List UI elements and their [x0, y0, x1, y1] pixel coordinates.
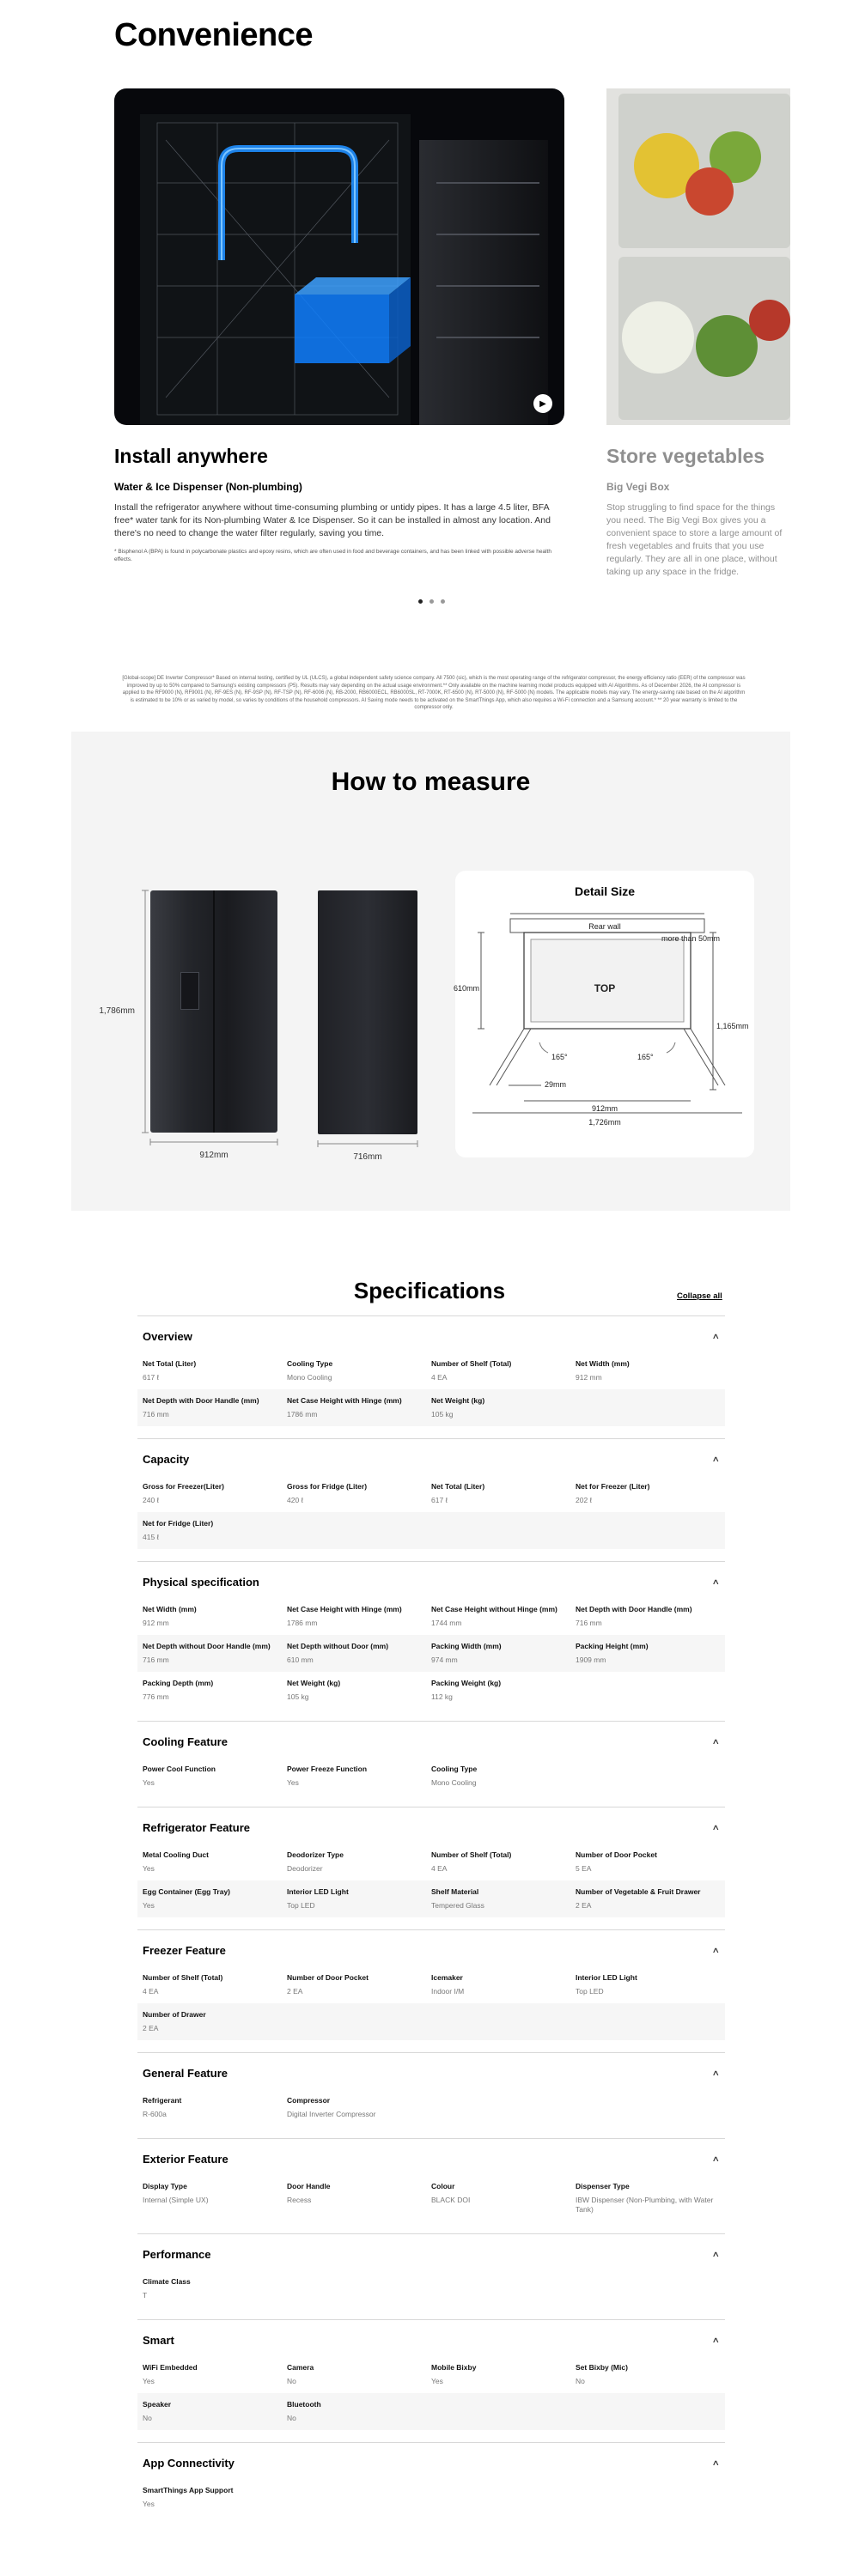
spec-label: Net Case Height with Hinge (mm): [287, 1396, 402, 1405]
spec-row: [137, 2003, 725, 2040]
spec-label: Net for Freezer (Liter): [576, 1482, 650, 1491]
spec-label: Camera: [287, 2363, 314, 2372]
spec-item: [143, 2363, 287, 2386]
spec-value: Tempered Glass: [431, 1901, 484, 1910]
spec-value: No: [287, 2414, 296, 2422]
spec-item: [143, 2010, 287, 2033]
spec-label: Egg Container (Egg Tray): [143, 1887, 231, 1896]
chevron-up-icon[interactable]: ∧: [711, 1822, 720, 1832]
spec-value: 4 EA: [431, 1864, 448, 1873]
spec-value: T: [143, 2291, 148, 2300]
spec-label: Cooling Type: [431, 1765, 478, 1773]
detail-size-diagram: [455, 871, 754, 1157]
spec-label: Net Weight (kg): [431, 1396, 485, 1405]
spec-label: Net Width (mm): [143, 1605, 197, 1613]
install-anywhere-heading: Install anywhere: [114, 445, 268, 467]
spec-value: IBW Dispenser (Non-Plumbing, with Water Tank): [576, 2196, 714, 2214]
spec-value: 912 mm: [143, 1619, 169, 1627]
spec-item: [431, 1887, 576, 1911]
chevron-up-icon[interactable]: ∧: [711, 1736, 720, 1746]
spec-label: Number of Shelf (Total): [431, 1850, 512, 1859]
spec-label: Packing Weight (kg): [431, 1679, 502, 1687]
spec-section: [137, 1315, 725, 1438]
fridge-side-view: [318, 890, 417, 1134]
spec-item: [143, 1605, 287, 1628]
spec-label: WiFi Embedded: [143, 2363, 198, 2372]
spec-label: Power Freeze Function: [287, 1765, 368, 1773]
spec-value: 105 kg: [431, 1410, 454, 1419]
spec-value: Internal (Simple UX): [143, 2196, 209, 2204]
depth-610-label: 610mm: [454, 984, 480, 993]
spec-label: Compressor: [287, 2096, 331, 2105]
spec-value: Yes: [143, 1778, 155, 1787]
spec-label: Display Type: [143, 2182, 187, 2190]
spec-label: Interior LED Light: [576, 1973, 637, 1982]
detail-size-title: Detail Size: [574, 884, 636, 898]
spec-value: 974 mm: [431, 1656, 458, 1664]
play-icon[interactable]: ▶: [533, 394, 552, 413]
store-vegetables-heading: Store vegetables: [606, 445, 765, 467]
chevron-up-icon[interactable]: ∧: [711, 2458, 720, 2467]
spec-value: 5 EA: [576, 1864, 592, 1873]
spec-item: [431, 2182, 576, 2215]
spec-value: Yes: [143, 1901, 155, 1910]
spec-section-title: Smart: [143, 2333, 174, 2347]
spec-value: 716 mm: [576, 1619, 602, 1627]
spec-value: 617 ℓ: [431, 1496, 448, 1504]
spec-section-header[interactable]: [137, 1328, 725, 1344]
carousel-pagination: [418, 599, 445, 604]
width-1726-label: 1,726mm: [588, 1118, 621, 1127]
spec-row: [137, 1966, 725, 2003]
spec-item: [143, 1642, 287, 1665]
spec-label: Climate Class: [143, 2277, 191, 2286]
spec-section-title: General Feature: [143, 2066, 228, 2080]
spec-label: SmartThings App Support: [143, 2486, 234, 2494]
store-vegetables-subheading: Big Vegi Box: [606, 481, 670, 493]
spec-item: [431, 1642, 576, 1665]
spec-value: Mono Cooling: [287, 1373, 332, 1382]
spec-label: Number of Shelf (Total): [431, 1359, 512, 1368]
spec-label: Speaker: [143, 2400, 172, 2409]
spec-row: [137, 1844, 725, 1880]
spec-item: [431, 1605, 576, 1628]
spec-item: [143, 1679, 287, 1702]
specifications-title: Specifications: [353, 1278, 506, 1303]
width-label: 912mm: [199, 1151, 228, 1160]
spec-item: [287, 2363, 431, 2386]
spec-section: [137, 2319, 725, 2442]
spec-label: Refrigerant: [143, 2096, 182, 2105]
spec-item: [143, 1519, 287, 1542]
spec-value: 2 EA: [143, 2024, 159, 2032]
spec-label: Net Depth with Door Handle (mm): [143, 1396, 259, 1405]
spec-label: Number of Drawer: [143, 2010, 206, 2019]
spec-value: 4 EA: [431, 1373, 448, 1382]
clearance-label: more than 50mm: [661, 934, 721, 943]
spec-label: Net Depth without Door (mm): [287, 1642, 389, 1650]
spec-section-title: Freezer Feature: [143, 1943, 226, 1957]
spec-item: [287, 1887, 431, 1911]
spec-item: [143, 1850, 287, 1874]
spec-label: Packing Width (mm): [431, 1642, 502, 1650]
spec-row: [137, 1512, 725, 1549]
spec-item: [431, 1973, 576, 1996]
spec-value: 1744 mm: [431, 1619, 462, 1627]
collapse-all-link[interactable]: Collapse all: [677, 1291, 722, 1301]
spec-row: [137, 2393, 725, 2430]
spec-value: 610 mm: [287, 1656, 314, 1664]
spec-label: Number of Door Pocket: [287, 1973, 369, 1982]
spec-row: [137, 2356, 725, 2393]
spec-label: Net for Fridge (Liter): [143, 1519, 214, 1528]
spec-value: Yes: [143, 2377, 155, 2385]
legal-disclaimer: [Global-scope] DE Inverter Compressor* Based on internal testing, certified by UL (ULCS), a global independent safety science company. All 7500 (sic), which is the most operating range of the refrigerator compressor, the energy efficiency ratio (EER) of the compressor was improved by up to 50% compared to Samsung's existing compressors (P5). Results may vary depending on the actual usage environment.** Only available on the machine learning model products equipped with AI Algorithms. As of December 2026, the AI compressor is applied to the RF9000 (N), RF9001 (N), RF-9ES (N), RF-9SP (N), RF-TSP (N), RF-6006 (N), RB-2000, RB6000ECL, RB6000SL, RT-7000K, RT-6500 (N), RT-5000 (N), RF-5000 (N) models. The applicable models may vary. The energy-saving rate based on the AI algorithm is estimated to be 10% or as varied by model, so varies by conditions of the household compressors. AI Saving mode needs to be activated on the SmartThings App, which also requires a Wi-Fi connection and a Samsung account.* ** 20 year warranty is limited to the compressor only.: [122, 676, 746, 710]
spec-item: [143, 1973, 287, 1996]
carousel-dot-3[interactable]: [441, 599, 445, 604]
spec-label: Dispenser Type: [576, 2182, 630, 2190]
spec-section-title: Exterior Feature: [143, 2152, 228, 2166]
spec-item: [576, 1605, 720, 1628]
spec-label: Colour: [431, 2182, 455, 2190]
spec-section: [137, 1438, 725, 1561]
spec-section: [137, 2233, 725, 2319]
spec-item: [287, 1679, 431, 1702]
carousel-dot-1[interactable]: [418, 599, 423, 604]
chevron-up-icon[interactable]: ∧: [711, 1577, 720, 1586]
spec-label: Door Handle: [287, 2182, 331, 2190]
spec-label: Cooling Type: [287, 1359, 333, 1368]
spec-value: BLACK DOI: [431, 2196, 471, 2204]
spec-label: Net Depth with Door Handle (mm): [576, 1605, 692, 1613]
spec-item: [143, 2277, 287, 2300]
spec-section-header[interactable]: [137, 1451, 725, 1467]
spec-value: 202 ℓ: [576, 1496, 593, 1504]
how-to-measure-section: [71, 732, 790, 1211]
install-anywhere-body: Install the refrigerator anywhere without time-consuming plumbing or untidy pipes. It has a large 4.5 liter, BFA free* water tank for its Non-plumbing Water & Ice Dispenser. So it can be installed in almost any location. And there's no need to change the water filter regularly, saving you time.: [114, 502, 551, 538]
spec-section: [137, 2052, 725, 2138]
spec-label: Power Cool Function: [143, 1765, 216, 1773]
chevron-up-icon[interactable]: ∧: [711, 1945, 720, 1954]
carousel-dot-2[interactable]: [430, 599, 434, 604]
spec-item: [576, 1850, 720, 1874]
spec-value: 1909 mm: [576, 1656, 606, 1664]
spec-item: [576, 1359, 720, 1382]
spec-section-header[interactable]: [137, 2332, 725, 2348]
spec-row: [137, 2089, 725, 2126]
spec-section-header[interactable]: [137, 2151, 725, 2166]
chevron-up-icon[interactable]: ∧: [711, 2154, 720, 2163]
spec-section: [137, 1929, 725, 2052]
chevron-up-icon[interactable]: ∧: [711, 2335, 720, 2344]
spec-value: 912 mm: [576, 1373, 602, 1382]
spec-value: Yes: [287, 1778, 299, 1787]
spec-label: Mobile Bixby: [431, 2363, 477, 2372]
spec-section-header[interactable]: [137, 2065, 725, 2081]
spec-label: Set Bixby (Mic): [576, 2363, 628, 2372]
spec-row: [137, 1475, 725, 1512]
spec-section-title: Cooling Feature: [143, 1735, 228, 1748]
spec-value: 1786 mm: [287, 1619, 318, 1627]
spec-item: [287, 1482, 431, 1505]
spec-label: Net Depth without Door Handle (mm): [143, 1642, 271, 1650]
spec-section-header[interactable]: [137, 1942, 725, 1958]
spec-label: Number of Door Pocket: [576, 1850, 657, 1859]
top-label: TOP: [594, 982, 616, 994]
spec-section-header[interactable]: [137, 2246, 725, 2262]
spec-section: [137, 2138, 725, 2233]
spec-value: 112 kg: [431, 1692, 453, 1701]
spec-item: [143, 2486, 287, 2509]
spec-row: [137, 1635, 725, 1672]
spec-item: [431, 1482, 576, 1505]
spec-item: [576, 1887, 720, 1911]
spec-item: [143, 2096, 287, 2119]
spec-item: [431, 1359, 576, 1382]
spec-section-title: Overview: [143, 1329, 192, 1343]
spec-section-title: Performance: [143, 2247, 211, 2261]
gap-label: 29mm: [545, 1080, 567, 1089]
spec-value: 716 mm: [143, 1410, 169, 1419]
spec-item: [576, 2363, 720, 2386]
spec-item: [287, 1359, 431, 1382]
spec-item: [431, 1765, 576, 1788]
height-label: 1,786mm: [99, 1006, 135, 1016]
spec-label: Shelf Material: [431, 1887, 479, 1896]
spec-section-header[interactable]: [137, 1734, 725, 1749]
depth-1165-label: 1,165mm: [716, 1022, 749, 1030]
spec-value: Yes: [431, 2377, 443, 2385]
vegetable-drawer-illustration: [606, 88, 790, 425]
spec-value: 420 ℓ: [287, 1496, 304, 1504]
spec-item: [143, 2400, 287, 2423]
spec-label: Net Case Height with Hinge (mm): [287, 1605, 402, 1613]
spec-item: [143, 1396, 287, 1419]
how-to-measure-title: How to measure: [331, 768, 531, 796]
spec-value: Yes: [143, 2500, 155, 2508]
spec-item: [431, 1396, 576, 1419]
spec-label: Net Case Height without Hinge (mm): [431, 1605, 557, 1613]
depth-label: 716mm: [353, 1152, 382, 1162]
spec-label: Packing Depth (mm): [143, 1679, 214, 1687]
detail-size-card: [455, 871, 754, 1157]
spec-value: Top LED: [287, 1901, 315, 1910]
spec-item: [287, 1396, 431, 1419]
spec-value: Mono Cooling: [431, 1778, 477, 1787]
section-title-convenience: Convenience: [114, 17, 314, 53]
spec-item: [287, 1850, 431, 1874]
spec-section-title: App Connectivity: [143, 2456, 235, 2470]
spec-value: No: [287, 2377, 296, 2385]
spec-row: [137, 1672, 725, 1709]
spec-label: Gross for Fridge (Liter): [287, 1482, 368, 1491]
spec-value: Top LED: [576, 1987, 604, 1996]
spec-item: [431, 2363, 576, 2386]
spec-section-header[interactable]: [137, 1820, 725, 1835]
spec-item: [431, 1679, 576, 1702]
spec-label: Deodorizer Type: [287, 1850, 344, 1859]
chevron-up-icon[interactable]: ∧: [711, 1331, 720, 1340]
spec-section-title: Physical specification: [143, 1575, 259, 1589]
spec-row: [137, 1758, 725, 1795]
spec-row: [137, 1352, 725, 1389]
rear-wall-label: Rear wall: [588, 922, 621, 931]
spec-item: [143, 2182, 287, 2215]
spec-item: [576, 2182, 720, 2215]
spec-item: [143, 1482, 287, 1505]
spec-section: [137, 1721, 725, 1807]
spec-label: Number of Vegetable & Fruit Drawer: [576, 1887, 701, 1896]
spec-value: 415 ℓ: [143, 1533, 160, 1541]
store-vegetables-image[interactable]: [606, 88, 790, 425]
spec-item: [576, 1642, 720, 1665]
spec-value: 2 EA: [576, 1901, 592, 1910]
spec-row: [137, 2270, 725, 2307]
spec-value: No: [143, 2414, 152, 2422]
spec-label: Metal Cooling Duct: [143, 1850, 209, 1859]
spec-value: Indoor I/M: [431, 1987, 465, 1996]
spec-section: [137, 2442, 725, 2528]
spec-item: [287, 1605, 431, 1628]
spec-label: Net Total (Liter): [143, 1359, 197, 1368]
spec-row: [137, 1880, 725, 1917]
spec-item: [576, 1973, 720, 1996]
chevron-up-icon[interactable]: ∧: [711, 2068, 720, 2077]
chevron-up-icon[interactable]: ∧: [711, 1454, 720, 1463]
spec-item: [287, 1973, 431, 1996]
spec-label: Icemaker: [431, 1973, 463, 1982]
spec-section: [137, 1561, 725, 1721]
spec-item: [143, 1765, 287, 1788]
spec-value: R-600a: [143, 2110, 167, 2118]
spec-item: [287, 2096, 431, 2119]
spec-item: [287, 1765, 431, 1788]
spec-label: Gross for Freezer(Liter): [143, 1482, 224, 1491]
spec-row: [137, 1389, 725, 1426]
spec-section-title: Capacity: [143, 1452, 190, 1466]
install-anywhere-subheading: Water & Ice Dispenser (Non-plumbing): [114, 481, 302, 493]
spec-item: [431, 1850, 576, 1874]
spec-section-header[interactable]: [137, 2455, 725, 2470]
spec-item: [287, 2182, 431, 2215]
spec-item: [576, 1482, 720, 1505]
spec-label: Net Width (mm): [576, 1359, 630, 1368]
spec-label: Interior LED Light: [287, 1887, 349, 1896]
width-912-label: 912mm: [591, 1104, 618, 1113]
spec-value: 776 mm: [143, 1692, 169, 1701]
spec-section-title: Refrigerator Feature: [143, 1820, 250, 1834]
spec-label: Net Weight (kg): [287, 1679, 341, 1687]
spec-item: [287, 1642, 431, 1665]
spec-row: [137, 1598, 725, 1635]
spec-item: [143, 1887, 287, 1911]
specifications-list: [137, 1315, 725, 2528]
spec-section: [137, 1807, 725, 1929]
angle-left-label: 165°: [551, 1053, 568, 1061]
spec-item: [287, 2400, 431, 2423]
spec-value: 1786 mm: [287, 1410, 318, 1419]
spec-label: Packing Height (mm): [576, 1642, 649, 1650]
spec-label: Net Total (Liter): [431, 1482, 485, 1491]
spec-row: [137, 2479, 725, 2516]
install-anywhere-image[interactable]: [114, 88, 564, 425]
spec-value: 617 ℓ: [143, 1373, 160, 1382]
spec-section-header[interactable]: [137, 1574, 725, 1589]
spec-row: [137, 2175, 725, 2221]
chevron-up-icon[interactable]: ∧: [711, 2249, 720, 2258]
spec-label: Number of Shelf (Total): [143, 1973, 223, 1982]
spec-value: 240 ℓ: [143, 1496, 160, 1504]
spec-value: 716 mm: [143, 1656, 169, 1664]
spec-value: 2 EA: [287, 1987, 303, 1996]
install-anywhere-footnote: * Bisphenol A (BPA) is found in polycarbonate plastics and epoxy resins, which are often used in food and beverage containers, and has been linked with possible adverse health effects.: [114, 549, 552, 562]
spec-value: 105 kg: [287, 1692, 309, 1701]
spec-item: [143, 1359, 287, 1382]
fridge-cutaway-illustration: [114, 88, 564, 425]
spec-value: 4 EA: [143, 1987, 159, 1996]
spec-value: Digital Inverter Compressor: [287, 2110, 376, 2118]
spec-value: Recess: [287, 2196, 312, 2204]
spec-value: Yes: [143, 1864, 155, 1873]
spec-value: Deodorizer: [287, 1864, 323, 1873]
spec-label: Bluetooth: [287, 2400, 321, 2409]
angle-right-label: 165°: [637, 1053, 654, 1061]
store-vegetables-body: Stop struggling to find space for the things you need. The Big Vegi Box gives you a convenient space to store a large amount of fresh vegetables and fruits that you use regularly. They are all in one place, without taking up any space in the fridge.: [606, 502, 783, 577]
spec-value: No: [576, 2377, 585, 2385]
